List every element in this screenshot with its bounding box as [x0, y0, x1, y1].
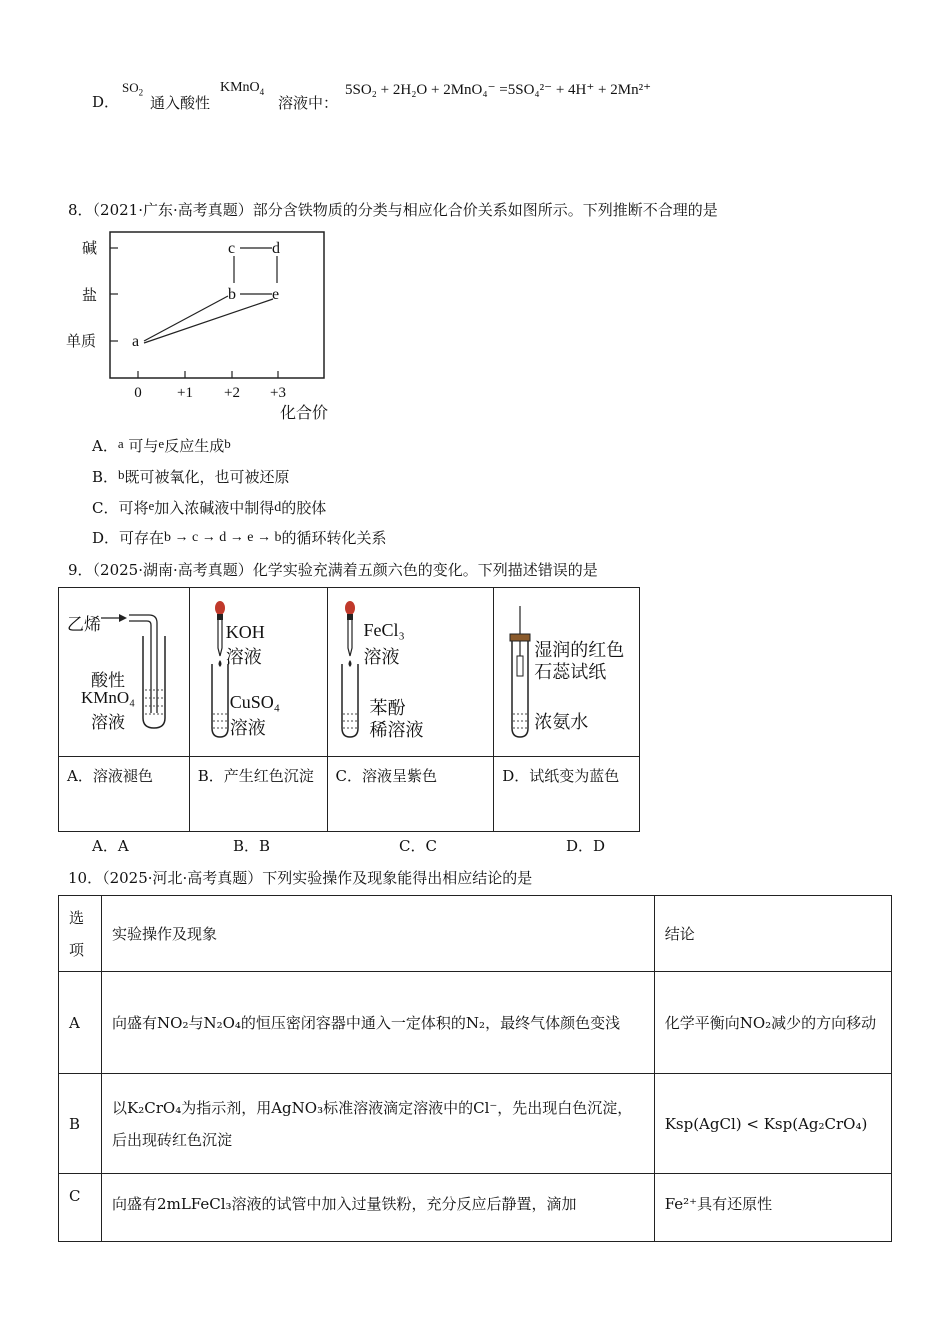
text-segment: 溶液中：	[278, 94, 339, 112]
row-c-operation: 向盛有2mLFeCl₃溶液的试管中加入过量铁粉，充分反应后静置，滴加	[102, 1174, 655, 1242]
y-label-base: 碱	[82, 239, 98, 257]
q8-option-d[interactable]: D．可存在b → c → d → e → b的循环转化关系	[92, 529, 387, 547]
caption-c: C．溶液呈紫色	[327, 757, 494, 832]
iron-valence-diagram	[62, 228, 362, 428]
label-solution: 溶液	[91, 713, 125, 733]
y-label-salt: 盐	[82, 286, 98, 304]
so2-formula: $SO_2$	[122, 80, 144, 98]
x-tick-1: +1	[177, 385, 193, 401]
label-solution: 溶液	[229, 718, 266, 739]
caption-b: B．产生红色沉淀	[189, 757, 327, 832]
label-fecl3: FeCl₃	[363, 620, 405, 640]
label-acidic: 酸性	[91, 671, 125, 691]
row-a-option: A	[59, 972, 102, 1074]
point-c: c	[228, 240, 236, 257]
label-conc-ammonia: 浓氨水	[534, 712, 589, 733]
y-label-element: 单质	[66, 332, 97, 350]
row-a-operation: 向盛有NO₂与N₂O₄的恒压密闭容器中通入一定体积的N₂，最终气体颜色变浅	[102, 972, 655, 1074]
panel-b	[189, 588, 327, 757]
x-tick-3: +3	[270, 385, 286, 401]
label-litmus-paper: 石蕊试纸	[534, 662, 607, 683]
q9-figure-table	[58, 587, 640, 832]
label-phenol: 苯酚	[369, 698, 406, 719]
label-kmno4: KMnO₄	[81, 688, 136, 707]
text-segment: 通入酸性	[150, 94, 211, 112]
kmno4-formula: KMnO$_4$	[220, 80, 265, 97]
q9-choice-c[interactable]: C．C	[399, 837, 437, 855]
label-cuso4: CuSO₄	[229, 692, 281, 712]
label-koh: KOH	[225, 622, 265, 642]
point-d: d	[272, 240, 280, 257]
caption-a: A．溶液褪色	[59, 757, 190, 832]
q9-choice-a[interactable]: A．A	[92, 837, 129, 855]
x-tick-2: +2	[224, 385, 240, 401]
label-dilute-solution: 稀溶液	[369, 720, 424, 741]
label-ethylene: 乙烯	[67, 615, 101, 635]
caption-d: D．试纸变为蓝色	[494, 757, 640, 832]
row-a-conclusion: 化学平衡向NO₂减少的方向移动	[654, 972, 891, 1074]
row-b-conclusion: Ksp(AgCl) < Ksp(Ag₂CrO₄)	[654, 1074, 891, 1174]
header-conclusion: 结论	[654, 896, 891, 972]
panel-d	[494, 588, 640, 757]
panel-c	[327, 588, 494, 757]
q10-stem: 10．（2025·河北·高考真题）下列实验操作及现象能得出相应结论的是	[68, 869, 533, 887]
ionic-equation: 5SO₂ + 2H₂O + 2MnO₄⁻ =5SO₄²⁻ + 4H⁺ + 2Mn²⁺	[345, 82, 651, 98]
x-axis-title: 化合价	[279, 403, 329, 422]
q9-stem: 9．（2025·湖南·高考真题）化学实验充满着五颜六色的变化。下列描述错误的是	[68, 561, 598, 579]
q8-option-c[interactable]: C．可将e加入浓碱液中制得d的胶体	[92, 498, 327, 517]
row-b-option: B	[59, 1074, 102, 1174]
point-e: e	[272, 286, 280, 303]
option-label: D．	[92, 93, 120, 111]
point-a: a	[132, 333, 140, 350]
header-option: 选项	[59, 896, 102, 972]
label-solution: 溶液	[363, 647, 400, 668]
label-wet-red: 湿润的红色	[534, 640, 625, 661]
point-b: b	[228, 286, 236, 303]
row-c-conclusion: Fe²⁺具有还原性	[654, 1174, 891, 1242]
q9-choice-d[interactable]: D．D	[566, 837, 606, 855]
q10-table	[58, 895, 892, 1242]
q8-option-b[interactable]: B．b既可被氧化，也可被还原	[92, 467, 290, 486]
q9-choice-b[interactable]: B．B	[233, 837, 271, 855]
q8-option-a[interactable]: A．a 可与e反应生成b	[92, 436, 231, 455]
q8-stem: 8．（2021·广东·高考真题）部分含铁物质的分类与相应化合价关系如图所示。下列推断不合理的是	[68, 201, 718, 219]
x-tick-0: 0	[134, 385, 142, 401]
header-operation: 实验操作及现象	[102, 896, 655, 972]
row-c-option: C	[59, 1174, 102, 1242]
label-solution: 溶液	[225, 647, 262, 668]
panel-a	[59, 588, 190, 757]
q7-option-d	[92, 78, 712, 118]
row-b-operation: 以K₂CrO₄为指示剂，用AgNO₃标准溶液滴定溶液中的Cl⁻，先出现白色沉淀，后出现砖红色沉淀	[102, 1074, 655, 1174]
